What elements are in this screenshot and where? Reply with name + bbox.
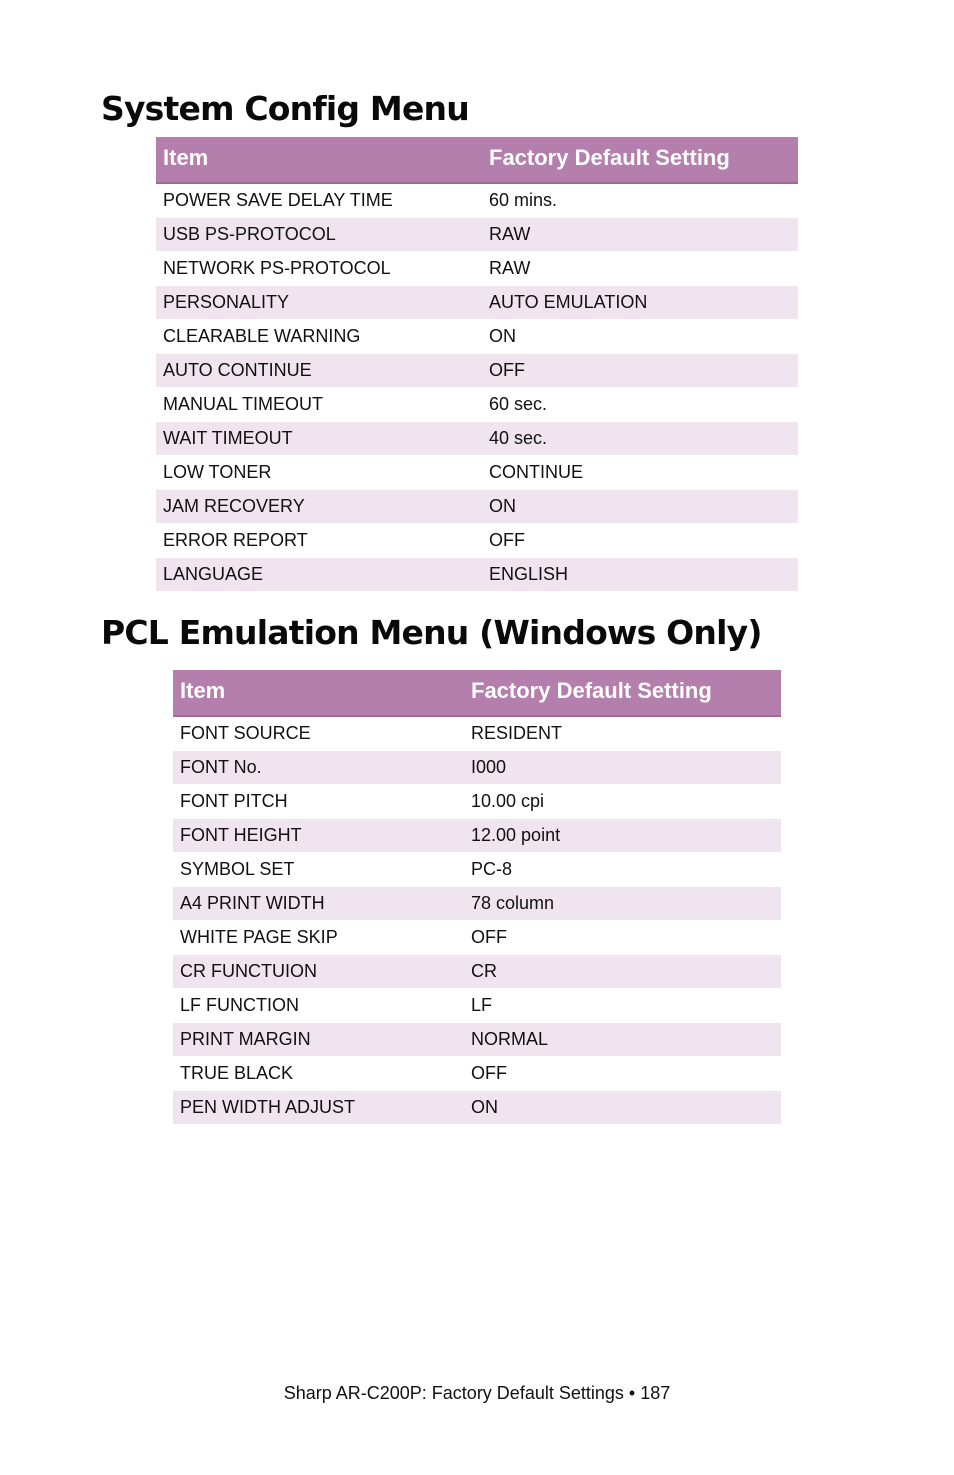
value-cell: 10.00 cpi <box>464 784 781 818</box>
value-cell: OFF <box>482 523 798 557</box>
table-row <box>173 750 781 784</box>
value-cell: 12.00 point <box>464 818 781 852</box>
table-row <box>173 784 781 818</box>
pcl-emulation-rows <box>173 716 781 1124</box>
item-cell: A4 PRINT WIDTH <box>173 886 464 920</box>
item-cell: WAIT TIMEOUT <box>156 421 482 455</box>
value-cell: I000 <box>464 750 781 784</box>
section-title-pcl-emulation: PCL Emulation Menu (Windows Only) <box>101 613 762 652</box>
value-cell: ON <box>482 319 798 353</box>
value-cell: OFF <box>464 920 781 954</box>
value-cell: OFF <box>482 353 798 387</box>
item-cell: AUTO CONTINUE <box>156 353 482 387</box>
table-row <box>173 716 781 750</box>
page-number: 187 <box>640 1383 671 1403</box>
table-row <box>173 818 781 852</box>
item-cell: JAM RECOVERY <box>156 489 482 523</box>
value-cell: CONTINUE <box>482 455 798 489</box>
system-config-rows <box>156 183 798 591</box>
table-row <box>173 886 781 920</box>
item-cell: TRUE BLACK <box>173 1056 464 1090</box>
footer-separator: • <box>628 1383 636 1403</box>
table-row <box>156 251 798 285</box>
value-cell: RAW <box>482 251 798 285</box>
item-cell: CR FUNCTUION <box>173 954 464 988</box>
table-row <box>156 285 798 319</box>
item-cell: FONT HEIGHT <box>173 818 464 852</box>
item-cell: USB PS-PROTOCOL <box>156 217 482 251</box>
table-row <box>173 1056 781 1090</box>
footer-title: Sharp AR-C200P: Factory Default Settings <box>283 1383 624 1403</box>
value-cell: 40 sec. <box>482 421 798 455</box>
item-cell: SYMBOL SET <box>173 852 464 886</box>
table-row <box>156 319 798 353</box>
table-row <box>156 557 798 591</box>
value-cell: RESIDENT <box>464 716 781 750</box>
value-cell: ON <box>482 489 798 523</box>
value-cell: ENGLISH <box>482 557 798 591</box>
item-cell: MANUAL TIMEOUT <box>156 387 482 421</box>
column-header-item: Item <box>156 137 482 183</box>
table-row <box>173 920 781 954</box>
value-cell: LF <box>464 988 781 1022</box>
table-row <box>173 1090 781 1124</box>
item-cell: FONT PITCH <box>173 784 464 818</box>
value-cell: RAW <box>482 217 798 251</box>
column-header-default: Factory Default Setting <box>482 137 798 183</box>
item-cell: CLEARABLE WARNING <box>156 319 482 353</box>
table-row <box>173 954 781 988</box>
table-row <box>173 988 781 1022</box>
table-row <box>156 523 798 557</box>
item-cell: FONT No. <box>173 750 464 784</box>
item-cell: LOW TONER <box>156 455 482 489</box>
item-cell: PERSONALITY <box>156 285 482 319</box>
value-cell: 60 sec. <box>482 387 798 421</box>
value-cell: OFF <box>464 1056 781 1090</box>
table-header-row <box>173 670 781 716</box>
table-row <box>156 183 798 217</box>
item-cell: POWER SAVE DELAY TIME <box>156 183 482 217</box>
value-cell: PC-8 <box>464 852 781 886</box>
table-row <box>173 1022 781 1056</box>
system-config-table <box>156 137 798 592</box>
column-header-default: Factory Default Setting <box>464 670 781 716</box>
value-cell: 78 column <box>464 886 781 920</box>
item-cell: PRINT MARGIN <box>173 1022 464 1056</box>
page-footer <box>0 1383 954 1404</box>
item-cell: PEN WIDTH ADJUST <box>173 1090 464 1124</box>
table-row <box>156 489 798 523</box>
section-title-system-config: System Config Menu <box>101 89 469 128</box>
table-header-row <box>156 137 798 183</box>
value-cell: AUTO EMULATION <box>482 285 798 319</box>
value-cell: NORMAL <box>464 1022 781 1056</box>
table-row <box>156 353 798 387</box>
table-row <box>156 217 798 251</box>
value-cell: CR <box>464 954 781 988</box>
item-cell: LANGUAGE <box>156 557 482 591</box>
table-row <box>173 852 781 886</box>
item-cell: NETWORK PS-PROTOCOL <box>156 251 482 285</box>
pcl-emulation-table <box>173 670 781 1125</box>
column-header-item: Item <box>173 670 464 716</box>
value-cell: 60 mins. <box>482 183 798 217</box>
item-cell: LF FUNCTION <box>173 988 464 1022</box>
value-cell: ON <box>464 1090 781 1124</box>
table-row <box>156 387 798 421</box>
table-row <box>156 421 798 455</box>
table-row <box>156 455 798 489</box>
item-cell: FONT SOURCE <box>173 716 464 750</box>
item-cell: WHITE PAGE SKIP <box>173 920 464 954</box>
item-cell: ERROR REPORT <box>156 523 482 557</box>
